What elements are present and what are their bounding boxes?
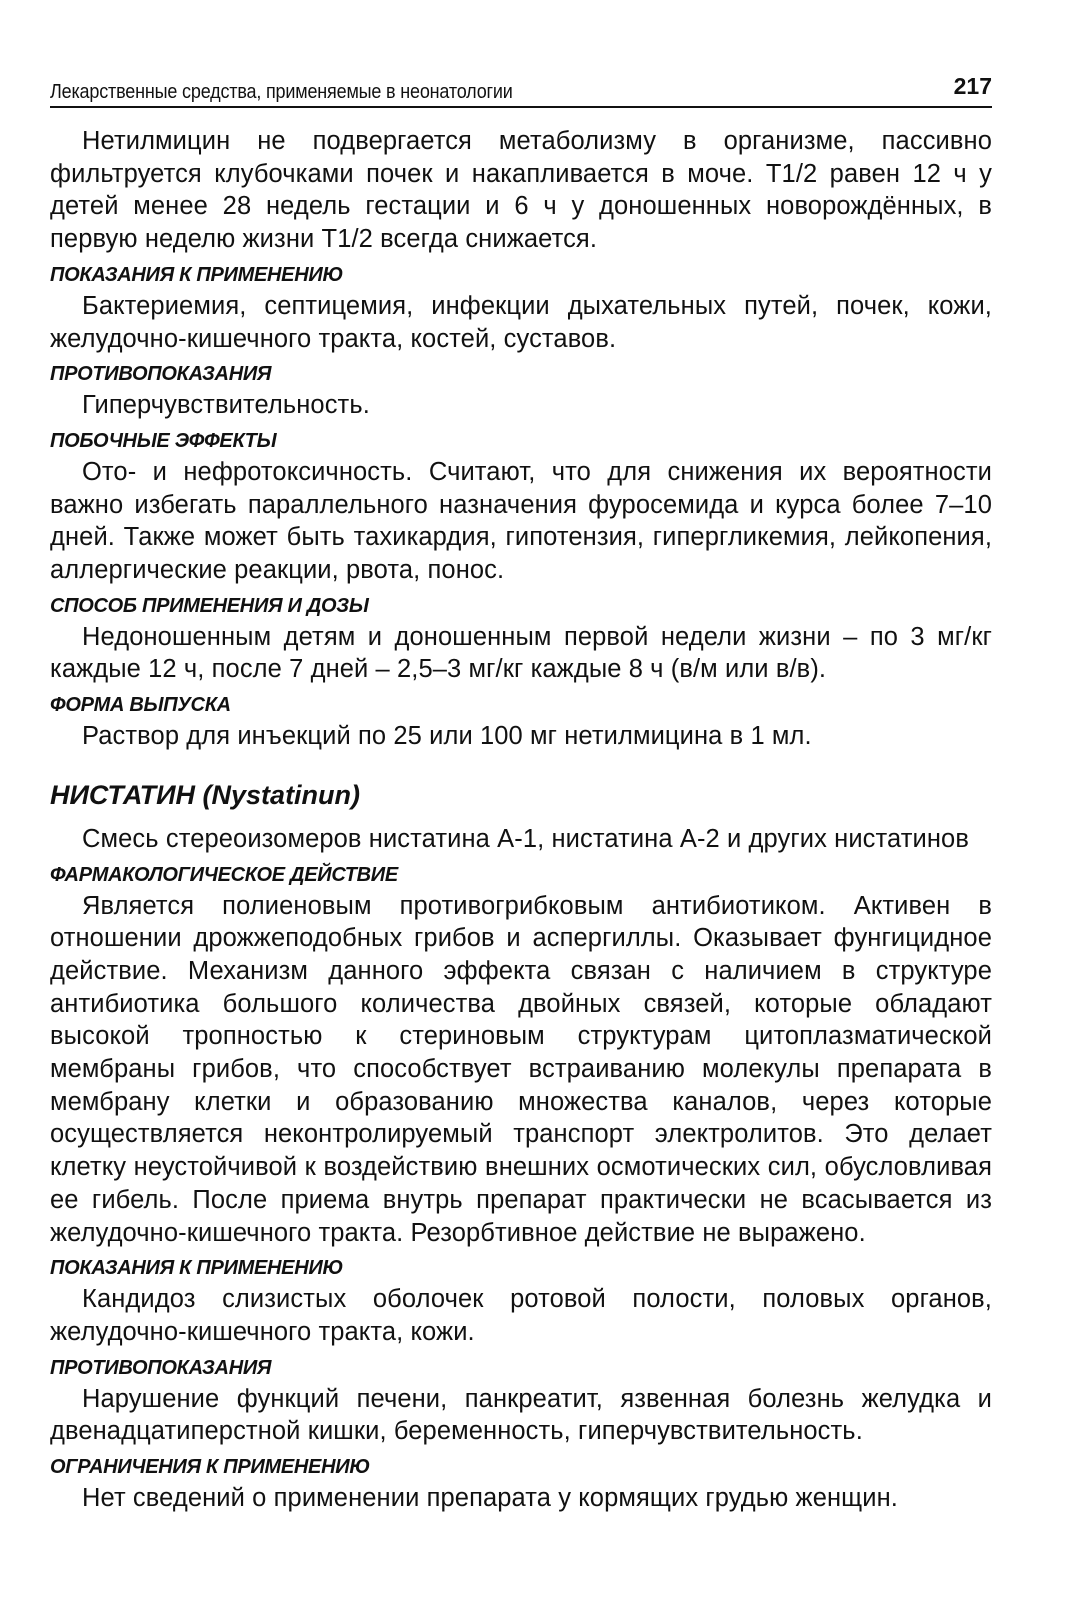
nystatin-indications-text: Кандидоз слизистых оболочек ротовой полости, половых органов, желудочно-кишечного тракта, кожи. xyxy=(50,1285,992,1346)
nystatin-pharmacology-text: Является полиеновым противогрибковым антибиотиком. Активен в отношении дрожжеподобных грибов и аспергиллы. Оказывает фунгицидное действие. Механизм данного эффекта связан с наличием в структуре антибиотика большого количества двойных связей, которые обладают высокой тропностью к стериновым структурам цитоплазматической мембраны грибов, что способствует встраиванию молекулы препарата в мембрану клетки и образованию множества каналов, через которые осуществляется неконтролируемый транспорт электролитов. Это делает клетку неустойчивой к воздействию внешних осмотических сил, обусловливая ее гибель. После приема внутрь препарат практически не всасывается из желудочно-кишечного тракта. Резорбтивное действие не выражено. xyxy=(50,891,992,1247)
netilmicin-side-effects-heading: ПОБОЧНЫЕ ЭФФЕКТЫ xyxy=(50,429,277,452)
nystatin-indications-heading: ПОКАЗАНИЯ К ПРИМЕНЕНИЮ xyxy=(50,1257,343,1280)
book-page xyxy=(50,62,992,1515)
nystatin-title: НИСТАТИН (Nystatinun) xyxy=(50,779,361,810)
netilmicin-indications-text: Бактериемия, септицемия, инфекции дыхательных путей, почек, кожи, желудочно-кишечного тракта, костей, суставов. xyxy=(50,291,992,353)
netilmicin-intro-paragraph: Нетилмицин не подвергается метаболизму в организме, пассивно фильтруется клубочками почек и накапливается в моче. T1/2 равен 12 ч у детей менее 28 недель гестации и 6 ч у доношенных новорождённых, в первую неделю жизни T1/2 всегда снижается. xyxy=(50,127,992,254)
netilmicin-contraindications-heading: ПРОТИВОПОКАЗАНИЯ xyxy=(50,363,272,386)
nystatin-intro-paragraph: Смесь стереоизомеров нистатина А-1, нистатина А-2 и других нистатинов xyxy=(82,824,969,853)
netilmicin-dosage-text: Недоношенным детям и доношенным первой недели жизни – по 3 мг/кг каждые 12 ч, после 7 дней – 2,5–3 мг/кг каждые 8 ч (в/м или в/в). xyxy=(50,622,992,684)
running-title: Лекарственные средства, применяемые в неонатологии xyxy=(50,81,513,103)
netilmicin-indications-heading: ПОКАЗАНИЯ К ПРИМЕНЕНИЮ xyxy=(50,263,343,286)
nystatin-contraindications-text: Нарушение функций печени, панкреатит, язвенная болезнь желудка и двенадцатиперстной кишки, беременность, гиперчувствительность. xyxy=(50,1384,992,1446)
nystatin-restrictions-text: Нет сведений о применении препарата у кормящих грудью женщин. xyxy=(82,1484,898,1513)
netilmicin-form-text: Раствор для инъекций по 25 или 100 мг нетилмицина в 1 мл. xyxy=(82,722,812,751)
nystatin-restrictions-heading: ОГРАНИЧЕНИЯ К ПРИМЕНЕНИЮ xyxy=(50,1456,370,1479)
page-number: 217 xyxy=(953,73,992,99)
netilmicin-contraindications-text: Гиперчувствительность. xyxy=(82,391,370,420)
netilmicin-side-effects-text: Ото- и нефротоксичность. Считают, что для снижения их вероятности важно избегать параллельного назначения фуросемида и курса более 7–10 дней. Также может быть тахикардия, гипотензия, гипергликемия, лейкопения, аллергические реакции, рвота, понос. xyxy=(50,457,992,585)
running-header xyxy=(50,62,992,108)
nystatin-pharmacology-heading: ФАРМАКОЛОГИЧЕСКОЕ ДЕЙСТВИЕ xyxy=(50,863,398,886)
netilmicin-form-heading: ФОРМА ВЫПУСКА xyxy=(50,694,231,717)
nystatin-contraindications-heading: ПРОТИВОПОКАЗАНИЯ xyxy=(50,1356,272,1379)
netilmicin-dosage-heading: СПОСОБ ПРИМЕНЕНИЯ И ДОЗЫ xyxy=(50,594,369,617)
